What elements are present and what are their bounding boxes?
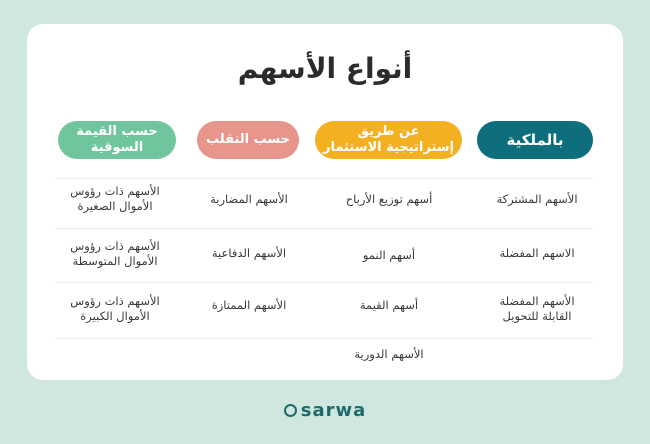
category-strategy-pill <box>315 121 462 159</box>
row-divider <box>55 228 593 229</box>
cell-market-value-1 <box>45 184 185 214</box>
cell-strategy-4 <box>319 347 459 362</box>
row-divider <box>55 178 593 179</box>
category-market-value-label-line2: السوقية <box>90 140 144 155</box>
logo-circle-icon <box>284 404 297 417</box>
cell-text: الأسهم ذات رؤوس <box>70 184 160 198</box>
cell-market-value-2 <box>45 239 185 269</box>
cell-text: الاسهم المفضلة <box>499 246 575 260</box>
cell-ownership-2 <box>467 246 607 261</box>
category-strategy-label-line1: عن طريق <box>357 124 420 139</box>
cell-text: أسهم القيمة <box>359 298 419 312</box>
cell-text: الأسهم المضاربة <box>210 192 288 206</box>
cell-text: أسهم النمو <box>362 248 416 262</box>
cell-text: القابلة للتحويل <box>502 309 572 323</box>
cell-market-value-3 <box>45 294 185 324</box>
category-market-value-pill <box>58 121 176 159</box>
cell-strategy-2 <box>319 248 459 263</box>
cell-volatility-2 <box>179 246 319 261</box>
cell-text: الأسهم ذات رؤوس <box>70 294 160 308</box>
cell-text: الأسهم الدفاعية <box>211 246 287 260</box>
cell-volatility-1 <box>179 192 319 207</box>
sarwa-logo <box>0 400 650 421</box>
cell-volatility-3 <box>179 298 319 313</box>
cell-text: الأسهم ذات رؤوس <box>70 239 160 253</box>
category-volatility-pill <box>197 121 299 159</box>
row-divider <box>55 338 593 339</box>
cell-text: الأسهم الممتازة <box>211 298 287 312</box>
category-volatility-label: حسب التقلب <box>206 132 290 147</box>
cell-strategy-3 <box>319 298 459 313</box>
stock-types-card <box>27 24 623 380</box>
row-divider <box>55 282 593 283</box>
cell-text: الأموال المتوسطة <box>72 254 158 268</box>
cell-text: الأسهم المفضلة <box>499 294 575 308</box>
cell-text: الأموال الكبيرة <box>80 309 150 323</box>
cell-text: أسهم توزيع الأرباح <box>345 192 433 206</box>
category-market-value-label-line1: حسب القيمة <box>76 124 158 139</box>
cell-text: الأموال الصغيرة <box>77 199 153 213</box>
category-strategy-label-line2: إستراتيجية الاستثمار <box>323 140 454 155</box>
cell-strategy-1 <box>319 192 459 207</box>
page-title: أنواع الأسهم <box>237 52 413 85</box>
cell-text: الأسهم الدورية <box>354 347 424 361</box>
cell-ownership-3 <box>467 294 607 324</box>
logo-text: sarwa <box>300 400 367 421</box>
category-ownership-label: بالملكية <box>506 131 564 149</box>
cell-ownership-1 <box>467 192 607 207</box>
cell-text: الأسهم المشتركة <box>496 192 578 206</box>
category-ownership-pill <box>477 121 593 159</box>
